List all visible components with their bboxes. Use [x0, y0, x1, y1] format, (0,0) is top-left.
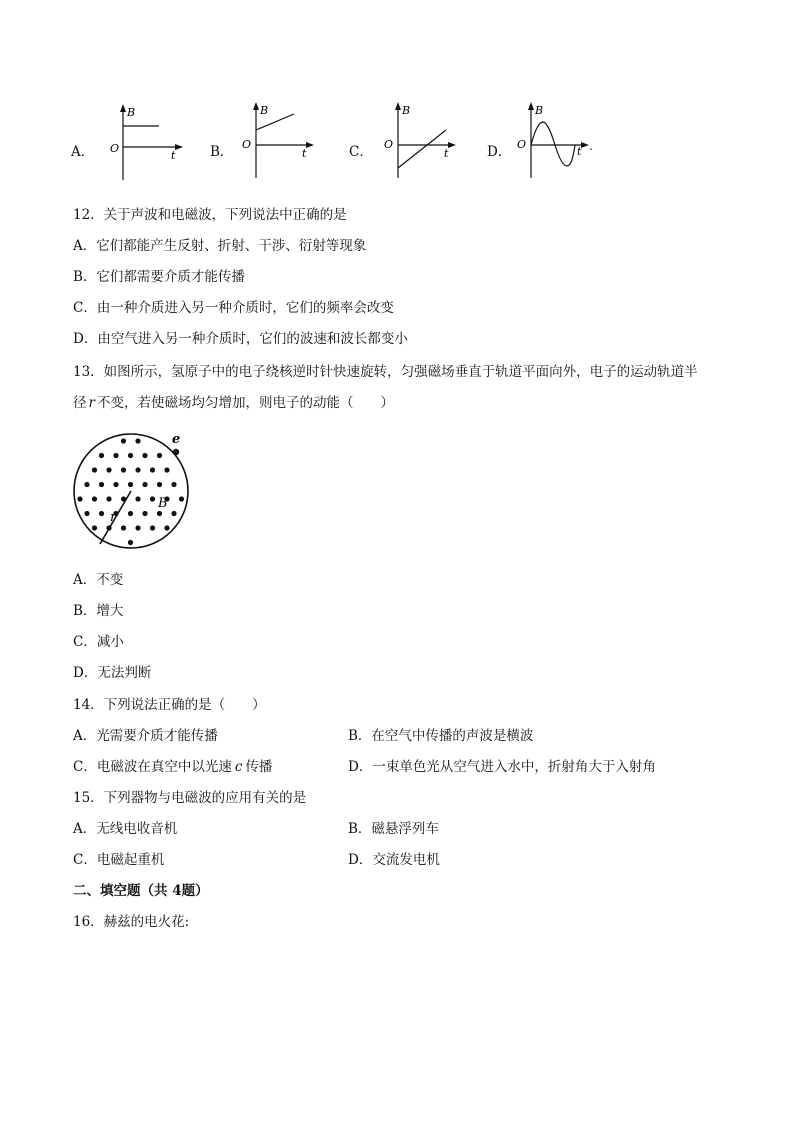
q12-option-b[interactable]: B．它们都需要介质才能传播: [73, 269, 245, 285]
q13-radius-var: r: [88, 395, 95, 411]
field-dot: [171, 511, 176, 516]
graph-d-y-label: B: [535, 104, 544, 117]
field-dot: [113, 482, 118, 487]
field-dot: [142, 453, 147, 458]
graph-b-origin: O: [242, 138, 252, 151]
field-dot: [99, 453, 104, 458]
q11-graph-b: [238, 100, 318, 180]
graph-b-x-label: t: [302, 147, 307, 160]
q13-option-c[interactable]: C．减小: [73, 634, 124, 650]
q11-graph-d: [513, 100, 595, 180]
q11-option-a-label[interactable]: A．: [71, 144, 95, 160]
graph-c-x-label: t: [444, 147, 449, 160]
field-dot: [150, 525, 155, 530]
q13-orbit-figure: [70, 428, 194, 552]
field-dot: [113, 453, 118, 458]
field-label: B: [158, 496, 168, 511]
q13-option-d[interactable]: D．无法判断: [73, 665, 152, 681]
q14-option-d[interactable]: D．一束单色光从空气进入水中，折射角大于入射角: [348, 759, 656, 775]
q14-light-speed-var: c: [234, 759, 243, 775]
field-dot: [121, 467, 126, 472]
graph-a-y-label: B: [127, 106, 136, 119]
q15-option-a[interactable]: A．无线电收音机: [73, 821, 178, 837]
q15-option-d[interactable]: D．交流发电机: [348, 852, 440, 868]
q12-option-c[interactable]: C．由一种介质进入另一种介质时，它们的频率会改变: [73, 300, 394, 316]
field-dot: [135, 438, 140, 443]
field-dot: [128, 511, 133, 516]
q12-stem: 12．关于声波和电磁波，下列说法中正确的是: [73, 207, 347, 223]
field-dot: [92, 467, 97, 472]
field-dot: [150, 467, 155, 472]
q14-stem: 14．下列说法正确的是（ ）: [73, 697, 266, 713]
q13-stem-line1: 13．如图所示，氢原子中的电子绕核逆时针快速旋转，匀强磁场垂直于轨道平面向外，电子的运动轨道半: [73, 364, 698, 380]
field-dot: [150, 496, 155, 501]
q14-option-c-suffix: 传播: [245, 759, 273, 775]
q14-option-c-prefix: C．电磁波在真空中以光速: [73, 759, 232, 775]
field-dot: [135, 496, 140, 501]
field-dot: [99, 511, 104, 516]
graph-c-origin: O: [384, 138, 394, 151]
q14-option-b[interactable]: B．在空气中传播的声波是横波: [348, 728, 534, 744]
graph-d-origin: O: [517, 138, 527, 151]
field-dot: [128, 540, 133, 545]
q14-option-a[interactable]: A．光需要介质才能传播: [73, 728, 218, 744]
field-dot: [142, 511, 147, 516]
q11-graph-c: [380, 100, 460, 180]
q13-option-b[interactable]: B．增大: [73, 603, 124, 619]
graph-c-curve: [398, 130, 446, 168]
field-dot: [135, 467, 140, 472]
field-dot: [164, 467, 169, 472]
graph-a-x-label: t: [171, 149, 176, 162]
field-dot: [164, 525, 169, 530]
field-dot: [106, 496, 111, 501]
field-dot: [128, 482, 133, 487]
graph-b-y-label: B: [260, 104, 269, 117]
q11-option-b-label[interactable]: B．: [210, 144, 234, 160]
graph-c-y-label: B: [402, 104, 411, 117]
q13-option-a[interactable]: A．不变: [73, 572, 124, 588]
field-dot: [77, 496, 82, 501]
q11-option-d-label[interactable]: D．: [487, 144, 512, 160]
field-dot: [179, 496, 184, 501]
q13-stem-line2-suffix: 不变，若使磁场均匀增加，则电子的动能（ ）: [96, 395, 394, 411]
q15-stem: 15．下列器物与电磁波的应用有关的是: [73, 790, 307, 806]
q13-stem-line2: [73, 394, 394, 412]
field-dot: [135, 525, 140, 530]
field-dot: [92, 496, 97, 501]
field-dot: [121, 438, 126, 443]
graph-d-curve: [531, 122, 575, 166]
section-title: 二、填空题（共 4题）: [73, 883, 209, 899]
q12-option-a[interactable]: A．它们都能产生反射、折射、干涉、衍射等现象: [73, 238, 367, 254]
field-dot: [84, 511, 89, 516]
electron-dot: [173, 449, 179, 455]
q12-option-d[interactable]: D．由空气进入另一种介质时，它们的波速和波长都变小: [73, 331, 408, 347]
graph-d-x-label: t: [577, 145, 582, 158]
q13-stem-line2-prefix: 径: [73, 395, 87, 411]
q11-option-c-label[interactable]: C．: [349, 144, 373, 160]
q11-graph-a: [105, 102, 185, 182]
q15-option-b[interactable]: B．磁悬浮列车: [348, 821, 439, 837]
field-dot: [106, 467, 111, 472]
field-dot: [157, 453, 162, 458]
field-dot: [92, 525, 97, 530]
graph-a-origin: O: [110, 142, 120, 155]
field-dot: [171, 482, 176, 487]
q16-stem: 16．赫兹的电火花:: [73, 914, 190, 930]
field-dot: [157, 511, 162, 516]
q14-option-c[interactable]: [73, 758, 272, 776]
field-dot: [99, 482, 104, 487]
field-dot: [84, 482, 89, 487]
field-dot: [128, 453, 133, 458]
field-dot: [121, 525, 126, 530]
radius-label: r: [110, 510, 117, 525]
q15-option-c[interactable]: C．电磁起重机: [73, 852, 165, 868]
electron-label: e: [172, 432, 181, 447]
field-dot: [142, 482, 147, 487]
field-dot: [157, 482, 162, 487]
